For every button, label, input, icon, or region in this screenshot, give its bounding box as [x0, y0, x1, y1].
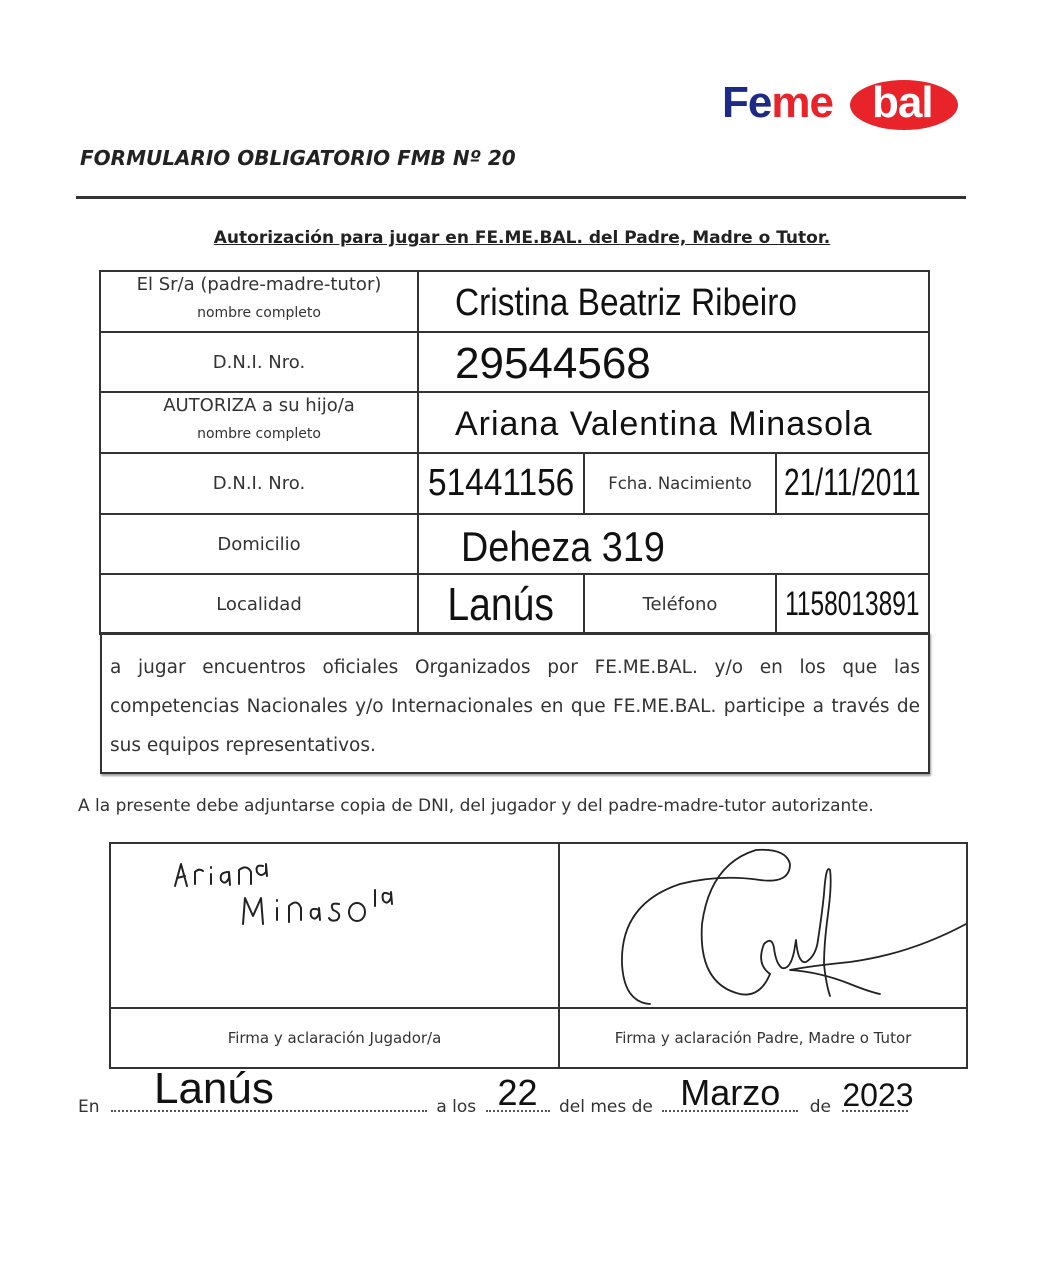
logo-text [722, 76, 833, 130]
birth-date-field[interactable] [775, 452, 930, 515]
phone-value: 1158013891 [785, 584, 920, 623]
logo-fe: Fe [722, 78, 772, 127]
parent-signature-label: Firma y aclaración Padre, Madre o Tutor [614, 1029, 912, 1047]
child-dni-value: 51441156 [427, 462, 575, 504]
locality-label-cell [99, 573, 419, 635]
footer-del-mes-label: del mes de [558, 1097, 653, 1117]
femebal-logo [722, 76, 962, 134]
child-dni-field[interactable] [417, 452, 585, 515]
locality-field[interactable] [417, 573, 585, 635]
month-field[interactable] [662, 1072, 798, 1113]
city-field[interactable] [111, 1064, 427, 1113]
player-signature-box[interactable] [109, 842, 560, 1009]
locality-value: Lanús [447, 578, 555, 630]
child-dni-label: D.N.I. Nro. [212, 473, 306, 494]
attachment-note: A la presente debe adjuntarse copia de DNI, del jugador y del padre-madre-tutor autorizante. [78, 796, 874, 816]
form-subtitle: Autorización para jugar en FE.ME.BAL. del Padre, Madre o Tutor. [213, 228, 831, 248]
birth-date-value: 21/11/2011 [784, 462, 921, 504]
child-name-sublabel: nombre completo [197, 426, 321, 442]
player-handwriting [167, 854, 467, 944]
address-value: Deheza 319 [461, 523, 665, 570]
parent-name-value: Cristina Beatriz Ribeiro [455, 282, 797, 324]
address-label: Domicilio [217, 533, 301, 555]
locality-label: Localidad [216, 593, 302, 615]
phone-field[interactable] [775, 573, 930, 635]
child-name-value: Ariana Valentina Minasola [455, 405, 873, 443]
city-value: Lanús [153, 1064, 274, 1113]
parent-signature-label-cell [558, 1007, 968, 1069]
child-dni-label-cell [99, 452, 419, 515]
player-signature-label-cell [109, 1007, 560, 1069]
parent-dni-label-cell [99, 331, 419, 393]
child-name-label: AUTORIZA a su hijo/a [163, 395, 355, 416]
child-name-field[interactable] [417, 391, 930, 454]
footer-de-label: de [809, 1097, 831, 1117]
month-value: Marzo [680, 1072, 781, 1113]
day-field[interactable] [486, 1072, 550, 1113]
birth-date-label: Fcha. Nacimiento [608, 474, 752, 493]
parent-name-label: El Sr/a (padre-madre-tutor) [136, 274, 382, 295]
footer-en-label: En [78, 1097, 100, 1117]
parent-dni-value: 29544568 [455, 339, 651, 388]
year-value: 2023 [842, 1077, 914, 1113]
logo-me: me [771, 78, 833, 127]
footer-a-los-label: a los [436, 1097, 477, 1117]
address-label-cell [99, 513, 419, 575]
logo-bal: bal [872, 78, 933, 127]
player-signature-label: Firma y aclaración Jugador/a [227, 1029, 442, 1047]
form-title: FORMULARIO OBLIGATORIO FMB Nº 20 [80, 146, 516, 170]
child-name-label-cell [99, 391, 419, 454]
divider [76, 196, 966, 199]
address-field[interactable] [417, 513, 930, 575]
parent-dni-label: D.N.I. Nro. [212, 351, 306, 373]
authorization-paragraph: a jugar encuentros oficiales Organizados por FE.ME.BAL. y/o en los que las competencias Nacionales y/o Internacionales en que FE.ME.BAL. participe a través de sus equipos representativos. [100, 632, 930, 774]
birth-date-label-cell [583, 452, 777, 515]
place-date-line [78, 1064, 918, 1140]
parent-name-sublabel: nombre completo [197, 305, 321, 321]
parent-signature-box[interactable] [558, 842, 968, 1009]
parent-dni-field[interactable] [417, 331, 930, 393]
day-value: 22 [497, 1072, 538, 1113]
parent-name-label-cell [99, 270, 419, 333]
phone-label: Teléfono [642, 593, 718, 615]
parent-name-field[interactable] [417, 270, 930, 333]
phone-label-cell [583, 573, 777, 635]
year-field[interactable] [842, 1077, 914, 1113]
parent-signature [560, 844, 966, 1007]
